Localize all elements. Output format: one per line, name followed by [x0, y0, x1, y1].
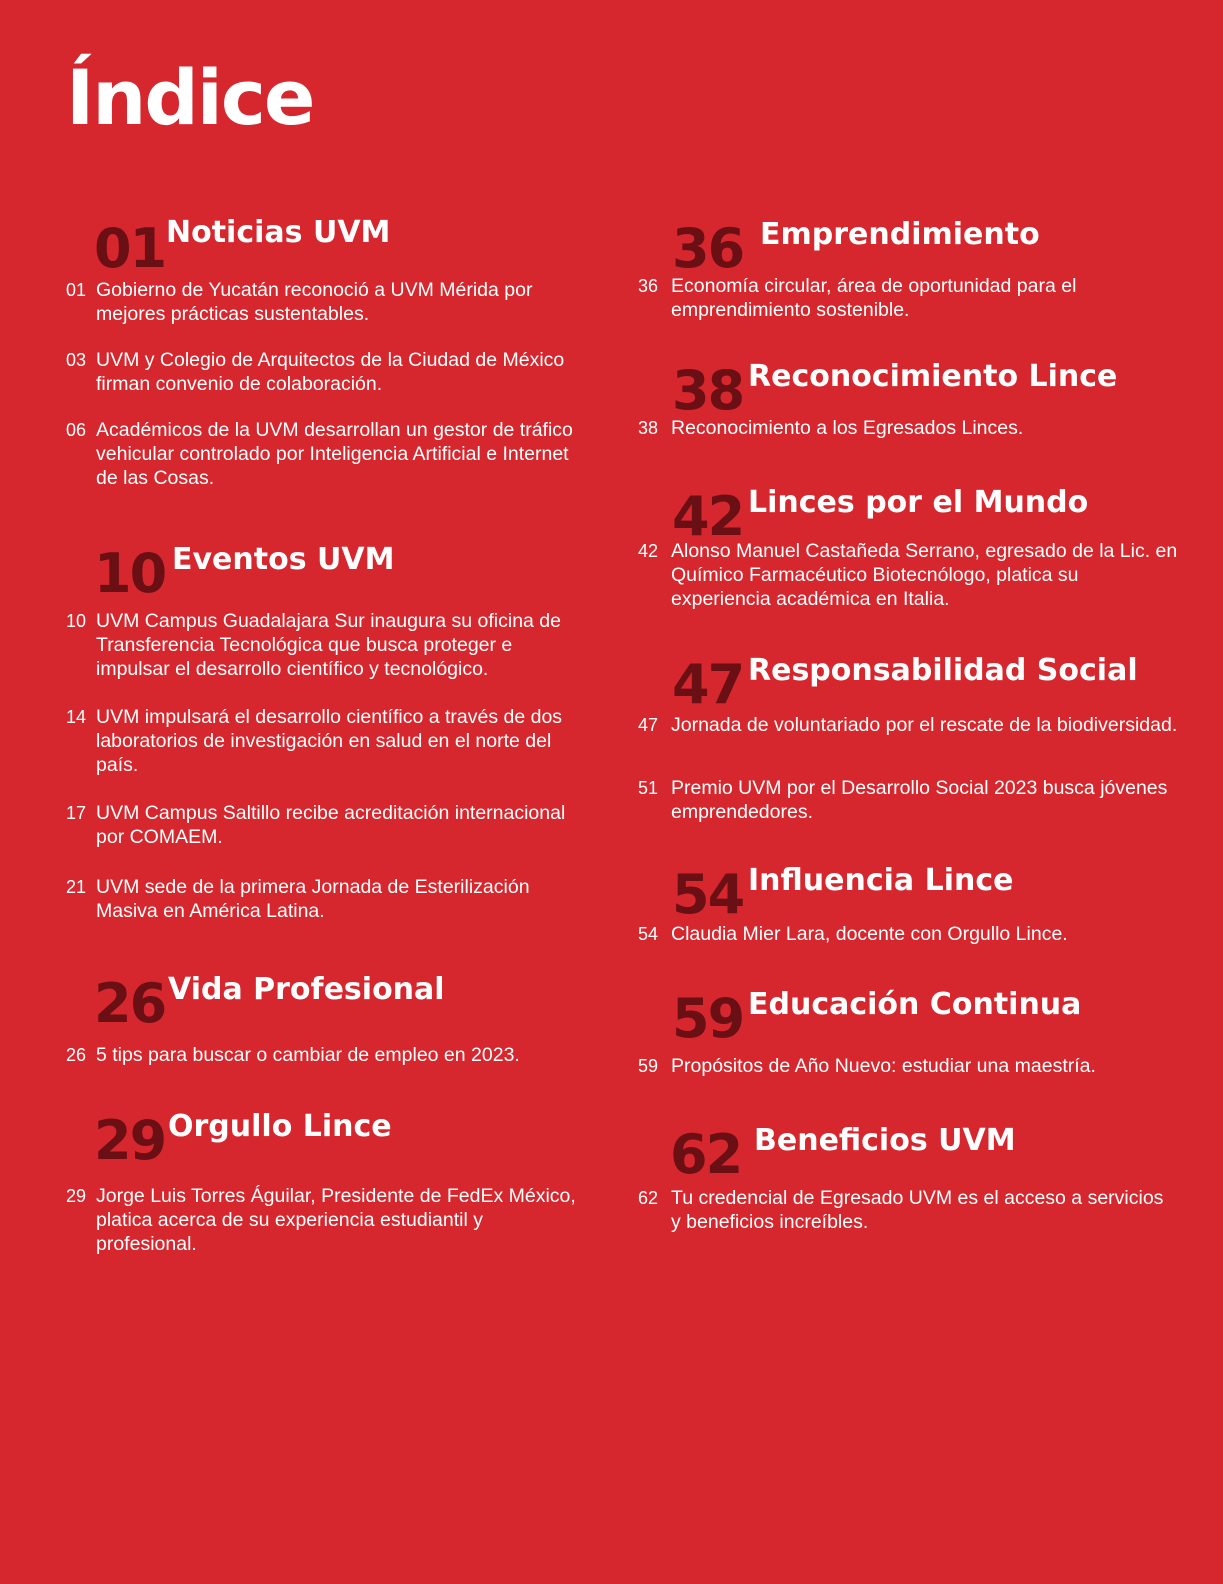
index-entry[interactable]: [638, 274, 1178, 322]
entry-title: Propósitos de Año Nuevo: estudiar una maestría.: [671, 1055, 1096, 1077]
section-header: [638, 1123, 1178, 1186]
section-number: 01: [94, 217, 166, 280]
index-section[interactable]: [66, 972, 576, 1066]
index-section[interactable]: [638, 653, 1178, 823]
index-entry[interactable]: [638, 1054, 1178, 1078]
entry-title: UVM Campus Guadalajara Sur inaugura su oficina de Transferencia Tecnológica que busca proteger e impulsar el desarrollo científico y tecnológico.: [96, 610, 562, 680]
entry-page-number: 47: [638, 715, 659, 735]
section-title: Vida Profesional: [168, 972, 445, 1007]
index-section[interactable]: [638, 987, 1178, 1077]
section-header: [638, 653, 1178, 716]
section-title: Emprendimiento: [760, 217, 1040, 252]
entry-page-number: 29: [66, 1186, 87, 1206]
section-title: Eventos UVM: [172, 542, 395, 577]
entry-page-number: 38: [638, 418, 659, 438]
section-title: Noticias UVM: [166, 215, 391, 250]
entry-page-number: 03: [66, 350, 87, 370]
entry-page-number: 01: [66, 280, 87, 300]
entry-title: UVM y Colegio de Arquitectos de la Ciudad de México firman convenio de colaboración.: [96, 349, 565, 395]
index-section[interactable]: [638, 485, 1178, 610]
entry-title: Reconocimiento a los Egresados Linces.: [671, 417, 1024, 439]
section-title: Orgullo Lince: [168, 1109, 392, 1144]
section-number: 42: [672, 485, 744, 548]
section-header: [638, 987, 1178, 1050]
section-header: [66, 215, 576, 280]
section-title: Influencia Lince: [748, 863, 1014, 898]
entry-title: Gobierno de Yucatán reconoció a UVM Mérida por mejores prácticas sustentables.: [96, 279, 533, 325]
section-title: Linces por el Mundo: [748, 485, 1089, 520]
index-entry[interactable]: [66, 1184, 576, 1256]
index-section[interactable]: [66, 542, 576, 922]
section-number: 26: [94, 972, 166, 1035]
entry-title: Jorge Luis Torres Águilar, Presidente de FedEx México, platica acerca de su experiencia estudiantil y profesional.: [96, 1185, 576, 1255]
section-header: [638, 863, 1178, 926]
section-number: 59: [672, 987, 744, 1050]
section-number: 38: [672, 359, 744, 422]
entry-title: UVM impulsará el desarrollo científico a través de dos laboratorios de investigación en salud en el norte del país.: [96, 706, 563, 776]
section-header: [66, 972, 576, 1035]
index-section[interactable]: [638, 359, 1178, 439]
index-entry[interactable]: [66, 348, 576, 396]
entry-page-number: 42: [638, 541, 659, 561]
entry-title: Jornada de voluntariado por el rescate de la biodiversidad.: [671, 714, 1178, 736]
entry-title: Académicos de la UVM desarrollan un gestor de tráfico vehicular controlado por Inteligencia Artificial e Internet de las Cosas.: [96, 419, 573, 489]
index-section[interactable]: [66, 215, 576, 489]
entry-page-number: 62: [638, 1188, 659, 1208]
entry-page-number: 06: [66, 420, 87, 440]
section-number: 62: [670, 1123, 742, 1186]
section-title: Educación Continua: [748, 987, 1082, 1022]
section-title: Responsabilidad Social: [748, 653, 1138, 688]
entry-page-number: 10: [66, 611, 87, 631]
index-entry[interactable]: [66, 705, 576, 777]
entry-page-number: 36: [638, 276, 659, 296]
section-header: [638, 217, 1178, 280]
entry-page-number: 14: [66, 707, 87, 727]
index-entry[interactable]: [66, 418, 576, 490]
section-title: Reconocimiento Lince: [748, 359, 1118, 394]
section-number: 47: [672, 653, 744, 716]
index-entry[interactable]: [66, 609, 576, 681]
index-section[interactable]: [66, 1109, 576, 1255]
index-entry[interactable]: [66, 278, 576, 326]
entry-title: Claudia Mier Lara, docente con Orgullo Lince.: [671, 923, 1068, 945]
section-header: [66, 1109, 576, 1172]
entry-page-number: 51: [638, 778, 659, 798]
section-number: 29: [94, 1109, 166, 1172]
entry-title: Alonso Manuel Castañeda Serrano, egresado de la Lic. en Químico Farmacéutico Biotecnólogo, platica su experiencia académica en Italia.: [671, 540, 1178, 610]
section-number: 10: [94, 542, 166, 605]
page-title: Índice: [66, 53, 314, 142]
index-entry[interactable]: [66, 801, 576, 849]
index-entry[interactable]: [638, 1186, 1178, 1234]
entry-title: Premio UVM por el Desarrollo Social 2023 busca jóvenes emprendedores.: [671, 777, 1168, 823]
index-entry[interactable]: [638, 416, 1178, 440]
index-entry[interactable]: [66, 1043, 576, 1067]
index-entry[interactable]: [638, 539, 1178, 611]
section-number: 36: [672, 217, 744, 280]
entry-page-number: 26: [66, 1045, 87, 1065]
section-header: [66, 542, 576, 605]
section-header: [638, 359, 1178, 422]
entry-title: Economía circular, área de oportunidad para el emprendimiento sostenible.: [671, 275, 1077, 321]
entry-page-number: 21: [66, 877, 87, 897]
entry-title: UVM sede de la primera Jornada de Esterilización Masiva en América Latina.: [96, 876, 530, 922]
index-entry[interactable]: [638, 713, 1178, 737]
entry-title: UVM Campus Saltillo recibe acreditación internacional por COMAEM.: [96, 802, 566, 848]
index-section[interactable]: [638, 863, 1178, 945]
index-section[interactable]: [638, 217, 1178, 321]
entry-page-number: 17: [66, 803, 87, 823]
section-title: Beneficios UVM: [754, 1123, 1016, 1158]
entry-page-number: 59: [638, 1056, 659, 1076]
index-entry[interactable]: [638, 922, 1178, 946]
index-entry[interactable]: [638, 776, 1178, 824]
entry-page-number: 54: [638, 924, 659, 944]
entry-title: 5 tips para buscar o cambiar de empleo en 2023.: [96, 1044, 520, 1066]
entry-title: Tu credencial de Egresado UVM es el acceso a servicios y beneficios increíbles.: [671, 1187, 1164, 1233]
index-section[interactable]: [638, 1123, 1178, 1233]
index-entry[interactable]: [66, 875, 576, 923]
section-number: 54: [672, 863, 744, 926]
